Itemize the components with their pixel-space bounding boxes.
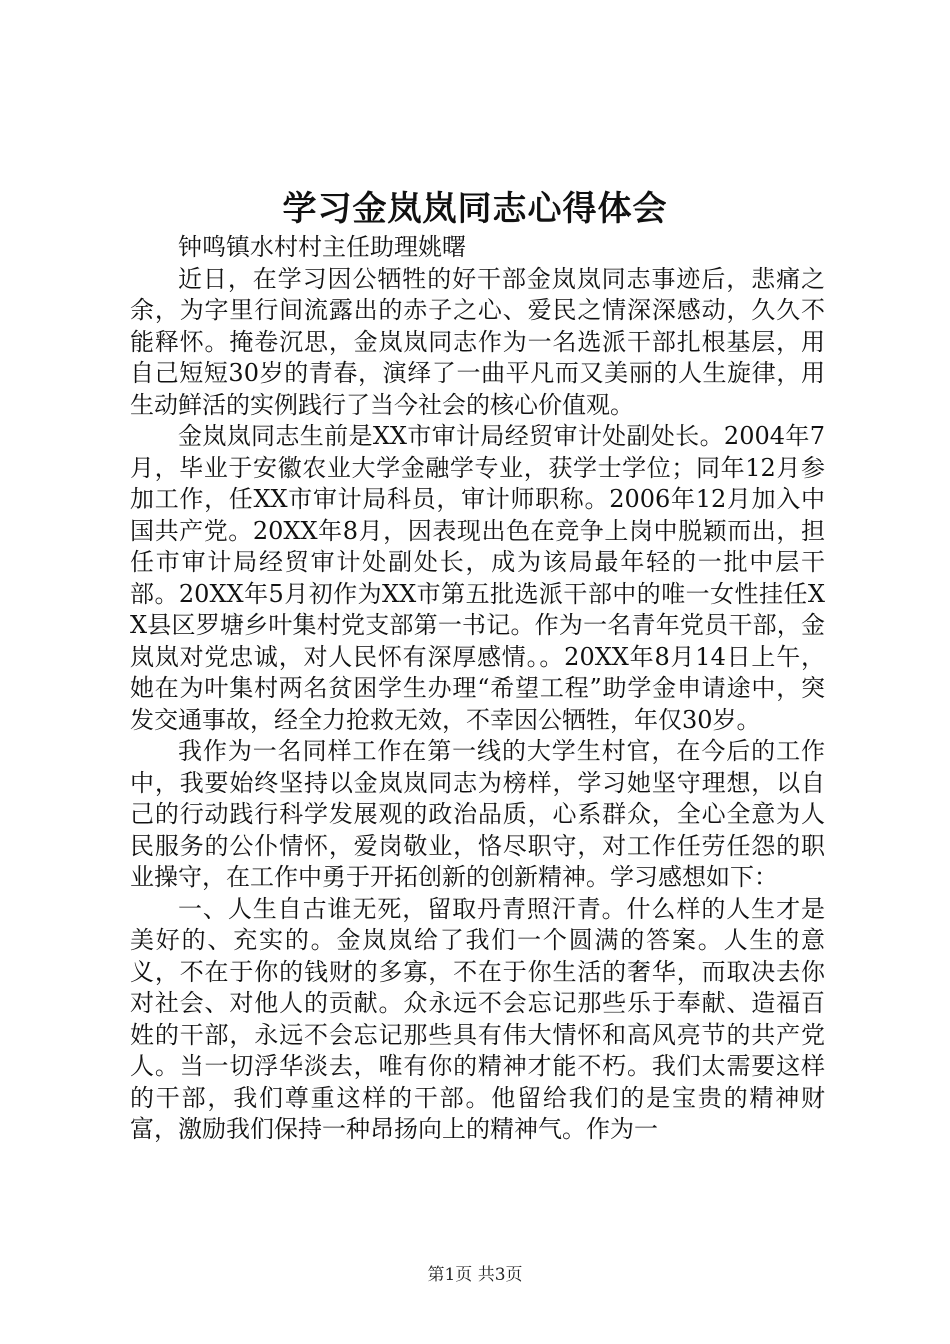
paragraph-intro: 近日，在学习因公牺牲的好干部金岚岚同志事迹后，悲痛之余，为字里行间流露出的赤子之心、爱民之情深深感动，久久不能释怀。掩卷沉思，金岚岚同志作为一名选派干部扎根基层，用自己短短30岁的青春，演绎了一曲平凡而又美丽的人生旋律，用生动鲜活的实例践行了当今社会的核心价值观。 — [130, 264, 825, 419]
page-footer: 第1页 共3页 — [427, 1265, 523, 1285]
document-body — [130, 232, 825, 1146]
paragraph-point-one: 一、人生自古谁无死，留取丹青照汗青。什么样的人生才是美好的、充实的。金岚岚给了我们一个圆满的答案。人生的意义，不在于你的钱财的多寡，不在于你生活的奢华，而取决去你对社会、对他人的贡献。众永远不会忘记那些乐于奉献、造福百姓的干部，永远不会忘记那些具有伟大情怀和高风亮节的共产党人。当一切浮华淡去，唯有你的精神才能不朽。我们太需要这样的干部，我们尊重这样的干部。他留给我们的是宝贵的精神财富，激励我们保持一种昂扬向上的精神气。作为一 — [130, 894, 825, 1143]
author-line: 钟鸣镇水村村主任助理姚曙 — [178, 233, 466, 261]
paragraph-commitment: 我作为一名同样工作在第一线的大学生村官，在今后的工作中，我要始终坚持以金岚岚同志为榜样，学习她坚守理想，以自己的行动践行科学发展观的政治品质，心系群众，全心全意为人民服务的公仆情怀，爱岗敬业，恪尽职守，对工作任劳任怨的职业操守，在工作中勇于开拓创新的创新精神。学习感想如下： — [130, 737, 825, 891]
paragraph-biography: 金岚岚同志生前是XX市审计局经贸审计处副处长。2004年7月，毕业于安徽农业大学金融学专业，获学士学位；同年12月参加工作，任XX市审计局科员，审计师职称。2006年12月加入中国共产党。20XX年8月，因表现出色在竞争上岗中脱颖而出，担任市审计局经贸审计处副处长，成为该局最年轻的一批中层干部。20XX年5月初作为XX市第五批选派干部中的唯一女性挂任XX县区罗塘乡叶集村党支部第一书记。作为一名青年党员干部，金岚岚对党忠诚，对人民怀有深厚感情。。20XX年8月14日上午，她在为叶集村两名贫困学生办理“希望工程”助学金申请途中，突发交通事故，经全力抢救无效，不幸因公牺牲，年仅30岁。 — [130, 422, 825, 734]
document-title: 学习金岚岚同志心得体会 — [282, 189, 668, 229]
